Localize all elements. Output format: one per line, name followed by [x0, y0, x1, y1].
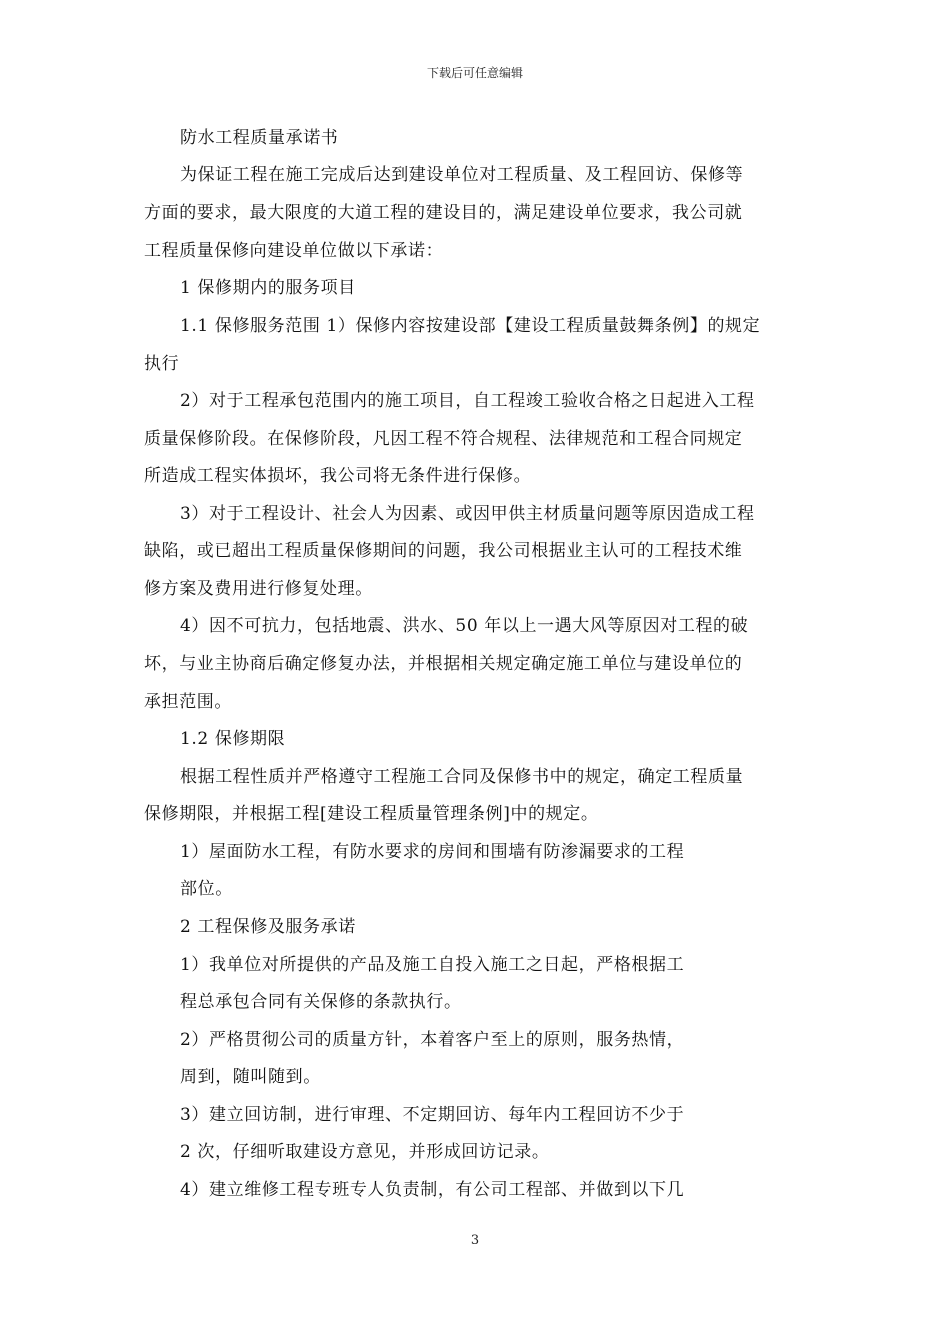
paragraph-line: 1）我单位对所提供的产品及施工自投入施工之日起，严格根据工	[180, 955, 685, 975]
paragraph-line: 1.1 保修服务范围 1）保修内容按建设部【建设工程质量鼓舞条例】的规定	[180, 316, 761, 336]
paragraph-line: 保修期限，并根据工程[建设工程质量管理条例]中的规定。	[144, 804, 599, 824]
paragraph-line: 部位。	[180, 879, 233, 899]
document-title: 防水工程质量承诺书	[180, 128, 339, 148]
paragraph-line: 2）对于工程承包范围内的施工项目，自工程竣工验收合格之日起进入工程	[180, 391, 755, 411]
section-heading: 1.2 保修期限	[180, 729, 286, 749]
page-header: 下载后可任意编辑	[426, 66, 523, 80]
paragraph-line: 程总承包合同有关保修的条款执行。	[180, 992, 462, 1012]
paragraph-line: 根据工程性质并严格遵守工程施工合同及保修书中的规定，确定工程质量	[180, 767, 744, 787]
section-heading: 2 工程保修及服务承诺	[180, 917, 356, 937]
paragraph-line: 4）建立维修工程专班专人负责制，有公司工程部、并做到以下几	[180, 1180, 685, 1200]
paragraph-line: 周到，随叫随到。	[180, 1067, 321, 1087]
paragraph-line: 修方案及费用进行修复处理。	[144, 579, 373, 599]
paragraph-line: 方面的要求，最大限度的大道工程的建设目的，满足建设单位要求，我公司就	[144, 203, 743, 223]
page-number: 3	[470, 1233, 480, 1248]
section-heading: 1 保修期内的服务项目	[180, 278, 356, 298]
paragraph-line: 承担范围。	[144, 692, 232, 712]
paragraph-line: 所造成工程实体损坏，我公司将无条件进行保修。	[144, 466, 532, 486]
paragraph-line: 4）因不可抗力，包括地震、洪水、50 年以上一遇大风等原因对工程的破	[180, 616, 749, 636]
paragraph-line: 缺陷，或已超出工程质量保修期间的问题，我公司根据业主认可的工程技术维	[144, 541, 743, 561]
paragraph-line: 工程质量保修向建设单位做以下承诺：	[144, 241, 444, 261]
paragraph-line: 2）严格贯彻公司的质量方针，本着客户至上的原则，服务热情，	[180, 1030, 685, 1050]
paragraph-line: 3）对于工程设计、社会人为因素、或因甲供主材质量问题等原因造成工程	[180, 504, 755, 524]
paragraph-line: 执行	[144, 354, 180, 374]
paragraph-line: 3）建立回访制，进行审理、不定期回访、每年内工程回访不少于	[180, 1105, 685, 1125]
paragraph-line: 坏，与业主协商后确定修复办法，并根据相关规定确定施工单位与建设单位的	[144, 654, 743, 674]
paragraph-line: 1）屋面防水工程，有防水要求的房间和围墙有防渗漏要求的工程	[180, 842, 685, 862]
paragraph-line: 为保证工程在施工完成后达到建设单位对工程质量、及工程回访、保修等	[180, 165, 744, 185]
paragraph-line: 2 次，仔细听取建设方意见，并形成回访记录。	[180, 1142, 550, 1162]
paragraph-line: 质量保修阶段。在保修阶段，凡因工程不符合规程、法律规范和工程合同规定	[144, 429, 743, 449]
